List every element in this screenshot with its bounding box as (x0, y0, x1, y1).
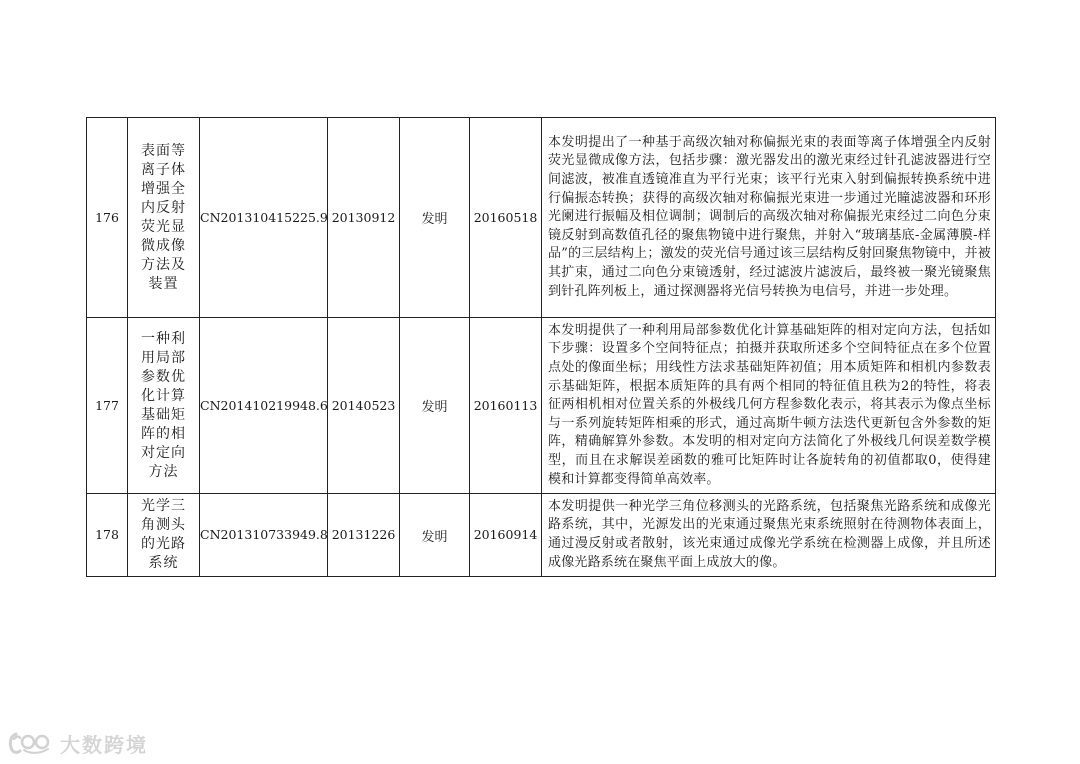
table-row (87, 494, 996, 577)
patent-name: 一种利用局部参数优化计算基础矩阵的相对定向方法 (141, 330, 186, 480)
application-date-cell (328, 318, 400, 494)
publication-date: 20160113 (473, 397, 538, 413)
patent-type: 发明 (421, 400, 448, 415)
watermark-text: 大数跨境 (60, 732, 148, 757)
abstract-text: 本发明提供一种光学三角位移测头的光路系统，包括聚焦光路系统和成像光路系统，其中，光源发出的光束通过聚焦光束系统照射在待测物体表面上，通过漫反射或者散射，该光束通过成像光学系统在检测器上成像，并且所述成像光路系统在聚焦平面上成放大的像。 (548, 498, 991, 570)
row-number-cell (87, 118, 128, 318)
patent-type-cell (400, 318, 470, 494)
application-date: 20140523 (331, 397, 396, 413)
application-date-cell (328, 118, 400, 318)
application-number: CN201310415225.9 (200, 209, 328, 225)
application-date: 20130912 (331, 209, 396, 225)
abstract-cell (542, 494, 996, 577)
application-number-cell (200, 118, 328, 318)
patent-type-cell (400, 118, 470, 318)
patent-name-cell (128, 118, 200, 318)
patent-name-cell (128, 318, 200, 494)
row-number: 177 (95, 397, 119, 413)
publication-date: 20160914 (473, 527, 538, 542)
application-number-cell (200, 318, 328, 494)
watermark (6, 728, 148, 758)
publication-date-cell (470, 494, 542, 577)
application-date-cell (328, 494, 400, 577)
patent-type: 发明 (421, 529, 448, 545)
application-number: CN201410219948.6 (200, 397, 328, 413)
row-number-cell (87, 318, 128, 494)
abstract-text: 本发明提供了一种利用局部参数优化计算基础矩阵的相对定向方法，包括如下步骤：设置多个空间特征点；拍摄并获取所述多个空间特征点在多个位置点处的像面坐标；用线性方法求基础矩阵初值；用本质矩阵和相机内参数表示基础矩阵，根据本质矩阵的具有两个相同的特征值且秩为2的特性，将表征两相机相对位置关系的外极线几何方程参数化表示，将其表示为像点坐标与一系列旋转矩阵相乘的形式，通过高斯牛顿方法迭代更新包含外参数的矩阵，精确解算外参数。本发明的相对定向方法简化了外极线几何误差数学模型，而且在求解误差函数的雅可比矩阵时让各旋转角的初值都取0，使得建模和计算都变得简单高效率。 (548, 322, 991, 487)
publication-date: 20160518 (473, 209, 538, 225)
application-number-cell (200, 494, 328, 577)
row-number: 178 (95, 527, 119, 542)
application-date: 20131226 (331, 527, 396, 542)
patent-name: 表面等离子体增强全内反射荧光显微成像方法及装置 (141, 142, 186, 292)
patent-type: 发明 (421, 212, 448, 227)
patent-name-cell (128, 494, 200, 577)
brand-logo-icon (6, 730, 54, 756)
table-row (87, 118, 996, 318)
table-row (87, 318, 996, 494)
patent-type-cell (400, 494, 470, 577)
publication-date-cell (470, 118, 542, 318)
abstract-text: 本发明提出了一种基于高级次轴对称偏振光束的表面等离子体增强全内反射荧光显微成像方法，包括步骤：激光器发出的激光束经过针孔滤波器进行空间滤波，被准直透镜准直为平行光束；该平行光束入射到偏振转换系统中进行偏振态转换；获得的高级次轴对称偏振光束进一步通过光瞳滤波器和环形光阑进行振幅及相位调制；调制后的高级次轴对称偏振光束经过二向色分束镜反射到高数值孔径的聚焦物镜中进行聚焦，并射入“玻璃基底-金属薄膜-样品”的三层结构上；激发的荧光信号通过该三层结构反射回聚焦物镜中，并被其扩束，通过二向色分束镜透射，经过滤波片滤波后，最终被一聚光镜聚焦到针孔阵列板上，通过探测器将光信号转换为电信号，并进一步处理。 (548, 134, 991, 299)
abstract-cell (542, 318, 996, 494)
row-number-cell (87, 494, 128, 577)
row-number: 176 (95, 209, 119, 225)
application-number: CN201310733949.8 (200, 527, 328, 542)
patent-name: 光学三角测头的光路系统 (141, 498, 186, 571)
publication-date-cell (470, 318, 542, 494)
patent-table (86, 117, 996, 577)
abstract-cell (542, 118, 996, 318)
